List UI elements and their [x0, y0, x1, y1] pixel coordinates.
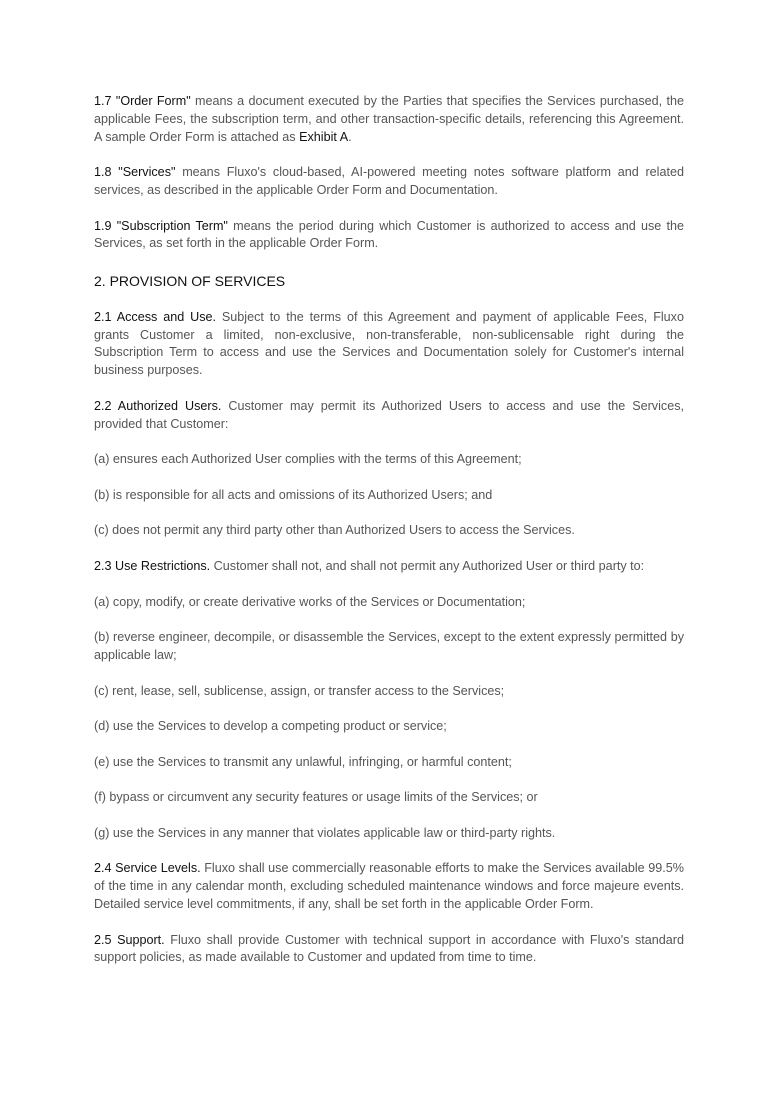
section-2-1: [94, 309, 684, 380]
section-2-1-text: Subject to the terms of this Agreement and payment of applicable Fees, Fluxo grants Customer a limited, non-exclusive, non-transferable, non-sublicensable right during the Subscription Term to access and use the Services and Documentation solely for Customer's internal business purposes.: [94, 309, 684, 378]
list-item: (a) copy, modify, or create derivative works of the Services or Documentation;: [94, 594, 526, 609]
section-2-2: [94, 398, 684, 434]
list-item: (d) use the Services to develop a competing product or service;: [94, 719, 447, 734]
term-access-and-use: 2.1 Access and Use.: [94, 309, 216, 324]
section-1-7-end: .: [348, 129, 352, 144]
term-order-form: 1.7 "Order Form": [94, 94, 191, 108]
section-1-9-text: means the period during which Customer is authorized to access and use the Services, as set forth in the applicable Order Form.: [94, 218, 684, 251]
list-item: (e) use the Services to transmit any unlawful, infringing, or harmful content;: [94, 754, 512, 769]
term-authorized-users: 2.2 Authorized Users.: [94, 398, 222, 413]
section-2-3-text: Customer shall not, and shall not permit any Authorized User or third party to:: [210, 558, 645, 573]
list-item: (a) ensures each Authorized User complies with the terms of this Agreement;: [94, 452, 522, 467]
section-1-9: [94, 218, 684, 254]
term-subscription-term: 1.9 "Subscription Term": [94, 218, 228, 233]
list-item: (f) bypass or circumvent any security features or usage limits of the Services; or: [94, 790, 538, 805]
section-2-4-text: Fluxo shall use commercially reasonable efforts to make the Services available 99.5% of the time in any calendar month, excluding scheduled maintenance windows and force majeure events. Detailed service level commitments, if any, shall be set forth in the applicable Order Form.: [94, 861, 684, 912]
list-item: (b) is responsible for all acts and omissions of its Authorized Users; and: [94, 487, 493, 502]
section-1-8-text: means Fluxo's cloud-based, AI-powered meeting notes software platform and related services, as described in the applicable Order Form and Documentation.: [94, 165, 684, 197]
term-service-levels: 2.4 Service Levels.: [94, 861, 201, 876]
term-services: 1.8 "Services": [94, 165, 176, 180]
term-support: 2.5 Support.: [94, 932, 165, 947]
section-1-8: [94, 164, 684, 200]
section-1-7-text: means a document executed by the Parties that specifies the Services purchased, the applicable Fees, the subscription term, and other transaction-specific details, referencing this Agreement. A sample Order Form is attached as: [94, 94, 684, 144]
section-2-4: [94, 860, 684, 913]
section-1-7: [94, 93, 684, 146]
section-2-5: [94, 932, 684, 968]
exhibit-a-reference: Exhibit A: [299, 129, 349, 144]
section-2-2-text: Customer may permit its Authorized Users to access and use the Services, provided that Customer:: [94, 398, 684, 431]
document-page: [94, 93, 684, 967]
section-2-5-text: Fluxo shall provide Customer with technical support in accordance with Fluxo's standard support policies, as made available to Customer and updated from time to time.: [94, 932, 684, 965]
term-use-restrictions: 2.3 Use Restrictions.: [94, 558, 211, 573]
list-item: (c) does not permit any third party other than Authorized Users to access the Services.: [94, 523, 575, 538]
section-2-heading: 2. PROVISION OF SERVICES: [94, 272, 286, 289]
section-2-3: [94, 558, 684, 576]
list-item: (c) rent, lease, sell, sublicense, assign, or transfer access to the Services;: [94, 683, 505, 698]
list-item: (g) use the Services in any manner that violates applicable law or third-party rights.: [94, 825, 556, 840]
list-item: (b) reverse engineer, decompile, or disassemble the Services, except to the extent expressly permitted by applicable law;: [94, 630, 684, 662]
